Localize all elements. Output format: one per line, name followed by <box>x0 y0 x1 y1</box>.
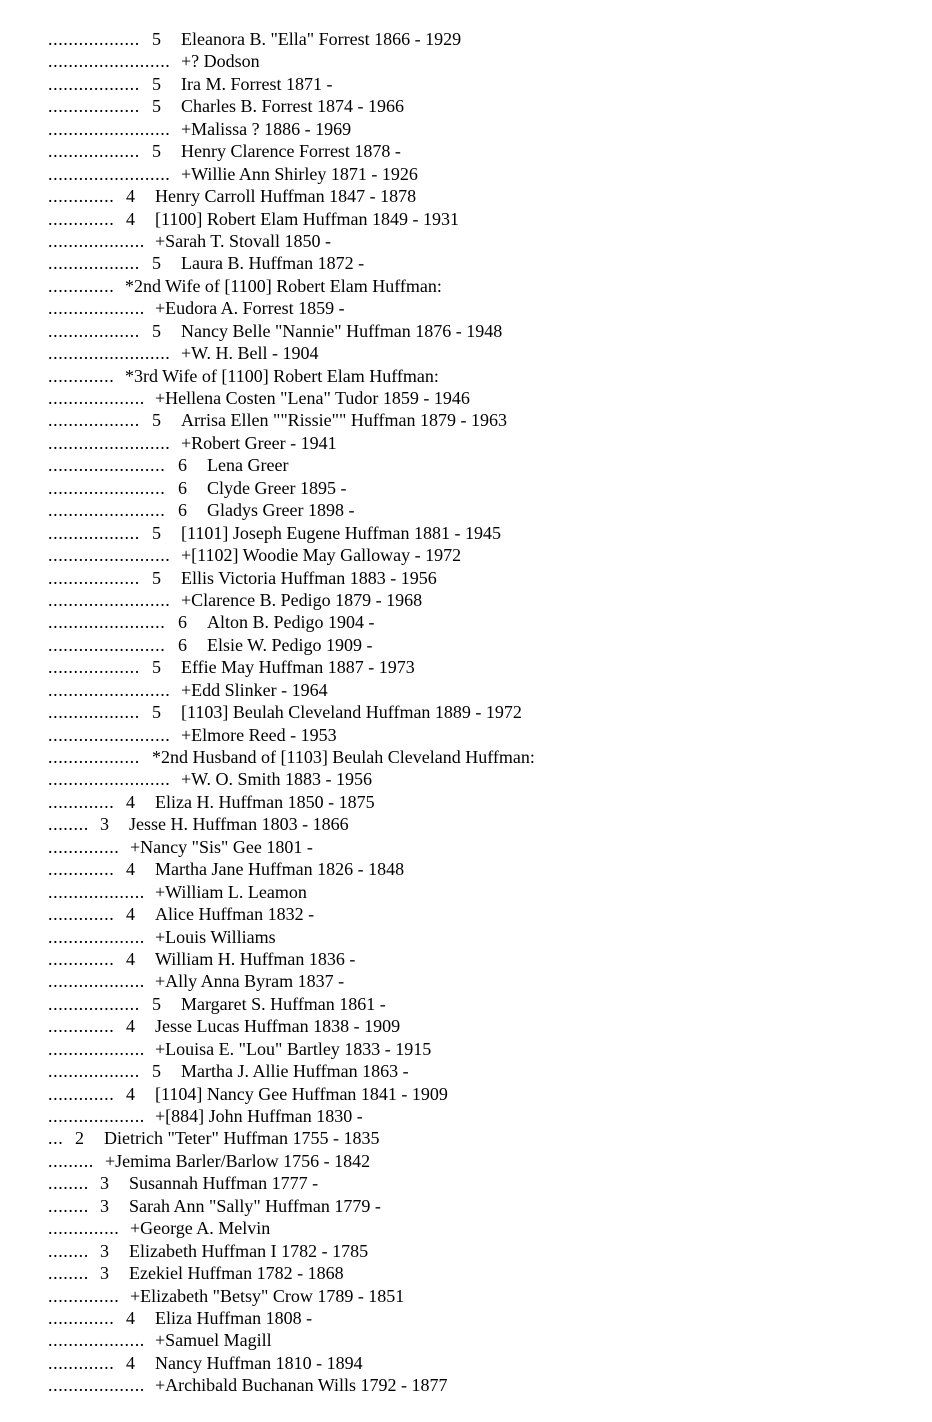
generation-number: 3 <box>100 814 109 835</box>
generation-number: 4 <box>126 208 135 229</box>
leader-dots: ........................ <box>48 163 171 184</box>
leader-dots: .................. <box>48 253 140 274</box>
generation-number: 4 <box>126 948 135 969</box>
spouse-entry: +Nancy "Sis" Gee 1801 - <box>130 836 313 857</box>
leader-dots: ........ <box>48 1173 89 1194</box>
report-line <box>0 95 932 117</box>
leader-dots: .................. <box>48 657 140 678</box>
leader-dots: ................... <box>48 388 145 408</box>
generation-number: 3 <box>100 1173 109 1194</box>
report-line <box>0 836 932 858</box>
spouse-entry: +? Dodson <box>181 51 260 72</box>
leader-dots: ............. <box>48 1016 115 1037</box>
person-entry: Jesse H. Huffman 1803 - 1866 <box>129 814 349 835</box>
spouse-entry: +Elizabeth "Betsy" Crow 1789 - 1851 <box>130 1285 405 1306</box>
spouse-entry: +Hellena Costen "Lena" Tudor 1859 - 1946 <box>155 388 470 408</box>
person-entry: Alice Huffman 1832 - <box>155 904 315 925</box>
report-line <box>0 724 932 746</box>
report-line <box>0 1195 932 1217</box>
generation-number: 6 <box>178 500 187 521</box>
leader-dots: .................. <box>48 29 140 49</box>
generation-number: 5 <box>152 141 161 162</box>
leader-dots: .................. <box>48 96 140 117</box>
report-line <box>0 252 932 274</box>
leader-dots: ........................ <box>48 432 171 453</box>
leader-dots: ............. <box>48 208 115 229</box>
report-line <box>0 701 932 723</box>
report-line <box>0 208 932 230</box>
leader-dots: ................... <box>48 230 145 251</box>
spouse-entry: +W. H. Bell - 1904 <box>181 343 319 364</box>
report-line <box>0 432 932 454</box>
leader-dots: .................. <box>48 141 140 162</box>
leader-dots: ....................... <box>48 612 166 633</box>
report-line <box>0 1352 932 1374</box>
leader-dots: ........................ <box>48 679 171 700</box>
spouse-entry: +Malissa ? 1886 - 1969 <box>181 118 352 139</box>
report-line <box>0 230 932 252</box>
person-entry: Martha Jane Huffman 1826 - 1848 <box>155 859 405 880</box>
leader-dots: .................. <box>48 993 140 1014</box>
person-entry: Clyde Greer 1895 - <box>207 477 347 498</box>
leader-dots: .................. <box>48 320 140 341</box>
report-line <box>0 1105 932 1127</box>
generation-number: 4 <box>126 1083 135 1104</box>
spouse-entry: +Robert Greer - 1941 <box>181 432 337 453</box>
spouse-entry: *2nd Wife of [1100] Robert Elam Huffman: <box>125 275 442 296</box>
leader-dots: ....................... <box>48 477 166 498</box>
leader-dots: ........ <box>48 814 89 835</box>
generation-number: 4 <box>126 186 135 207</box>
person-entry: William H. Huffman 1836 - <box>155 948 356 969</box>
leader-dots: ........ <box>48 1195 89 1216</box>
person-entry: Ezekiel Huffman 1782 - 1868 <box>129 1263 344 1284</box>
leader-dots: ................... <box>48 1375 145 1396</box>
person-entry: Ellis Victoria Huffman 1883 - 1956 <box>181 567 437 588</box>
report-line <box>0 28 932 50</box>
generation-number: 6 <box>178 477 187 498</box>
person-entry: Eleanora B. "Ella" Forrest 1866 - 1929 <box>181 29 462 49</box>
person-entry: Martha J. Allie Huffman 1863 - <box>181 1061 409 1082</box>
report-line <box>0 342 932 364</box>
person-entry: Ira M. Forrest 1871 - <box>181 73 333 94</box>
leader-dots: ........................ <box>48 118 171 139</box>
generation-number: 6 <box>178 455 187 476</box>
generation-number: 4 <box>126 791 135 812</box>
person-entry: Elizabeth Huffman I 1782 - 1785 <box>129 1240 369 1261</box>
report-line <box>0 634 932 656</box>
leader-dots: ................... <box>48 1330 145 1351</box>
person-entry: Arrisa Ellen ""Rissie"" Huffman 1879 - 1963 <box>181 410 508 431</box>
generation-number: 6 <box>178 612 187 633</box>
generation-number: 5 <box>152 320 161 341</box>
leader-dots: ............. <box>48 365 115 386</box>
leader-dots: ........................ <box>48 51 171 72</box>
person-entry: Margaret S. Huffman 1861 - <box>181 993 386 1014</box>
leader-dots: ............. <box>48 275 115 296</box>
spouse-entry: +Archibald Buchanan Wills 1792 - 1877 <box>155 1375 448 1396</box>
report-line <box>0 140 932 162</box>
spouse-entry: +Eudora A. Forrest 1859 - <box>155 298 345 319</box>
person-entry: Henry Carroll Huffman 1847 - 1878 <box>155 186 417 207</box>
report-line <box>0 522 932 544</box>
person-entry: [1104] Nancy Gee Huffman 1841 - 1909 <box>155 1083 448 1104</box>
generation-number: 5 <box>152 1061 161 1082</box>
spouse-entry: +Ally Anna Byram 1837 - <box>155 971 345 992</box>
leader-dots: .................. <box>48 1061 140 1082</box>
leader-dots: ........................ <box>48 769 171 790</box>
leader-dots: ............. <box>48 1307 115 1328</box>
leader-dots: ............. <box>48 948 115 969</box>
person-entry: Eliza Huffman 1808 - <box>155 1307 313 1328</box>
report-line <box>0 320 932 342</box>
leader-dots: ....................... <box>48 455 166 476</box>
generation-number: 2 <box>75 1128 84 1149</box>
generation-number: 5 <box>152 410 161 431</box>
report-line <box>0 1307 932 1329</box>
spouse-entry: +Elmore Reed - 1953 <box>181 724 337 745</box>
leader-dots: ............. <box>48 1083 115 1104</box>
person-entry: [1100] Robert Elam Huffman 1849 - 1931 <box>155 208 459 229</box>
report-line <box>0 185 932 207</box>
spouse-entry: +Sarah T. Stovall 1850 - <box>155 230 331 251</box>
person-entry: Laura B. Huffman 1872 - <box>181 253 365 274</box>
generation-number: 3 <box>100 1263 109 1284</box>
leader-dots: ................... <box>48 971 145 992</box>
person-entry: Effie May Huffman 1887 - 1973 <box>181 657 415 678</box>
spouse-entry: *3rd Wife of [1100] Robert Elam Huffman: <box>125 365 439 386</box>
report-line <box>0 679 932 701</box>
report-line <box>0 73 932 95</box>
report-line <box>0 1285 932 1307</box>
spouse-entry: +Willie Ann Shirley 1871 - 1926 <box>181 163 418 184</box>
leader-dots: ................... <box>48 298 145 319</box>
report-line <box>0 297 932 319</box>
leader-dots: ................... <box>48 881 145 902</box>
leader-dots: .................. <box>48 522 140 543</box>
report-line <box>0 499 932 521</box>
leader-dots: .................. <box>48 702 140 723</box>
spouse-entry: +George A. Melvin <box>130 1218 271 1239</box>
report-line <box>0 387 932 409</box>
person-entry: [1101] Joseph Eugene Huffman 1881 - 1945 <box>181 522 501 543</box>
report-line <box>0 1083 932 1105</box>
leader-dots: ......... <box>48 1150 94 1171</box>
leader-dots: ....................... <box>48 500 166 521</box>
report-line <box>0 903 932 925</box>
generation-number: 5 <box>152 522 161 543</box>
generation-number: 5 <box>152 567 161 588</box>
person-entry: Alton B. Pedigo 1904 - <box>207 612 375 633</box>
report-line <box>0 275 932 297</box>
report-line <box>0 948 932 970</box>
generation-number: 4 <box>126 904 135 925</box>
report-line <box>0 611 932 633</box>
leader-dots: ........................ <box>48 545 171 566</box>
person-entry: Elsie W. Pedigo 1909 - <box>207 634 373 655</box>
person-entry: Charles B. Forrest 1874 - 1966 <box>181 96 404 117</box>
leader-dots: .............. <box>48 836 120 857</box>
report-line <box>0 813 932 835</box>
person-entry: Lena Greer <box>207 455 289 476</box>
report-line <box>0 768 932 790</box>
report-line <box>0 477 932 499</box>
leader-dots: ................... <box>48 1038 145 1059</box>
spouse-entry: +Samuel Magill <box>155 1330 272 1351</box>
leader-dots: ........................ <box>48 724 171 745</box>
report-line <box>0 1262 932 1284</box>
generation-number: 5 <box>152 702 161 723</box>
generation-number: 3 <box>100 1240 109 1261</box>
person-entry: Nancy Huffman 1810 - 1894 <box>155 1352 363 1373</box>
report-line <box>0 544 932 566</box>
leader-dots: ................... <box>48 1106 145 1126</box>
spouse-entry: +Louisa E. "Lou" Bartley 1833 - 1915 <box>155 1038 432 1059</box>
leader-dots: ........................ <box>48 589 171 610</box>
spouse-entry: +W. O. Smith 1883 - 1956 <box>181 769 372 790</box>
leader-dots: ............. <box>48 186 115 207</box>
generation-number: 5 <box>152 993 161 1014</box>
generation-number: 5 <box>152 96 161 117</box>
generation-number: 4 <box>126 859 135 880</box>
report-line <box>0 567 932 589</box>
person-entry: Gladys Greer 1898 - <box>207 500 355 521</box>
report-line <box>0 1060 932 1082</box>
generation-number: 5 <box>152 657 161 678</box>
spouse-entry: +Edd Slinker - 1964 <box>181 679 328 700</box>
spouse-entry: +Jemima Barler/Barlow 1756 - 1842 <box>105 1150 371 1171</box>
leader-dots: .................. <box>48 567 140 588</box>
person-entry: [1103] Beulah Cleveland Huffman 1889 - 1972 <box>181 702 522 723</box>
leader-dots: ................... <box>48 926 145 947</box>
generation-number: 5 <box>152 73 161 94</box>
genealogy-page <box>0 28 932 1397</box>
leader-dots: ........ <box>48 1240 89 1261</box>
report-line <box>0 881 932 903</box>
report-line <box>0 993 932 1015</box>
report-line <box>0 1127 932 1149</box>
person-entry: Henry Clarence Forrest 1878 - <box>181 141 401 162</box>
generation-number: 4 <box>126 1307 135 1328</box>
spouse-entry: +[884] John Huffman 1830 - <box>155 1106 363 1126</box>
generation-number: 5 <box>152 253 161 274</box>
report-line <box>0 589 932 611</box>
report-line <box>0 1240 932 1262</box>
leader-dots: ........................ <box>48 343 171 364</box>
leader-dots: .................. <box>48 747 140 767</box>
person-entry: Eliza H. Huffman 1850 - 1875 <box>155 791 375 812</box>
report-line <box>0 409 932 431</box>
report-line <box>0 791 932 813</box>
report-line <box>0 926 932 948</box>
report-line <box>0 1217 932 1239</box>
leader-dots: .............. <box>48 1285 120 1306</box>
person-entry: Dietrich "Teter" Huffman 1755 - 1835 <box>104 1128 380 1149</box>
spouse-entry: +[1102] Woodie May Galloway - 1972 <box>181 545 462 566</box>
leader-dots: .............. <box>48 1218 120 1239</box>
spouse-entry: +William L. Leamon <box>155 881 307 902</box>
person-entry: Sarah Ann "Sally" Huffman 1779 - <box>129 1195 381 1216</box>
generation-number: 3 <box>100 1195 109 1216</box>
leader-dots: .................. <box>48 73 140 94</box>
report-line <box>0 118 932 140</box>
report-line <box>0 1172 932 1194</box>
leader-dots: ............. <box>48 904 115 925</box>
generation-number: 4 <box>126 1016 135 1037</box>
report-line <box>0 50 932 72</box>
report-line <box>0 746 932 768</box>
leader-dots: ... <box>48 1128 64 1149</box>
report-line <box>0 1374 932 1396</box>
leader-dots: ............. <box>48 1352 115 1373</box>
report-line <box>0 1015 932 1037</box>
report-line <box>0 163 932 185</box>
leader-dots: ............. <box>48 791 115 812</box>
report-line <box>0 365 932 387</box>
spouse-entry: *2nd Husband of [1103] Beulah Cleveland Huffman: <box>152 747 535 767</box>
leader-dots: .................. <box>48 410 140 431</box>
report-line <box>0 1329 932 1351</box>
leader-dots: ....................... <box>48 634 166 655</box>
report-line <box>0 1150 932 1172</box>
leader-dots: ........ <box>48 1263 89 1284</box>
report-line <box>0 858 932 880</box>
generation-number: 4 <box>126 1352 135 1373</box>
person-entry: Nancy Belle "Nannie" Huffman 1876 - 1948 <box>181 320 503 341</box>
generation-number: 6 <box>178 634 187 655</box>
report-line <box>0 970 932 992</box>
report-line <box>0 656 932 678</box>
leader-dots: ............. <box>48 859 115 880</box>
report-line <box>0 454 932 476</box>
person-entry: Susannah Huffman 1777 - <box>129 1173 319 1194</box>
spouse-entry: +Clarence B. Pedigo 1879 - 1968 <box>181 589 423 610</box>
generation-number: 5 <box>152 29 161 49</box>
person-entry: Jesse Lucas Huffman 1838 - 1909 <box>155 1016 401 1037</box>
spouse-entry: +Louis Williams <box>155 926 276 947</box>
report-line <box>0 1038 932 1060</box>
